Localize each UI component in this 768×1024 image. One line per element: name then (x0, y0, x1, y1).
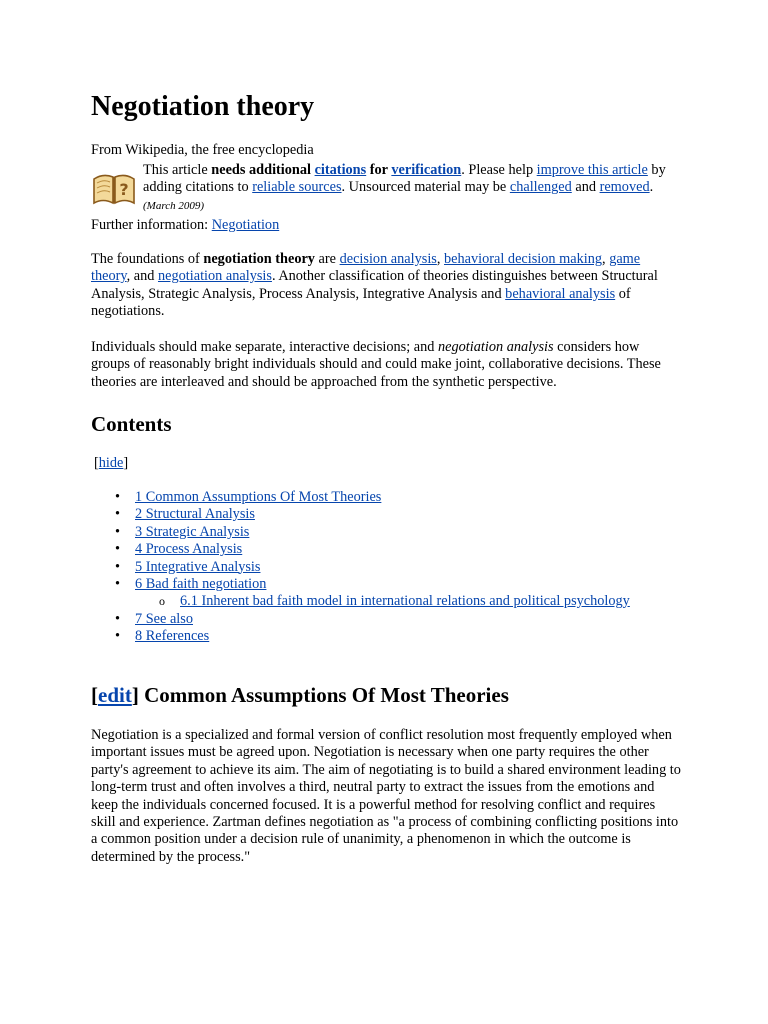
toc-item (91, 628, 630, 645)
svg-text:?: ? (119, 180, 129, 199)
toc-link-4[interactable]: 4 Process Analysis (135, 541, 243, 558)
verification-link[interactable]: verification (391, 162, 462, 178)
toc-link-6[interactable]: 6 Bad faith negotiation (135, 575, 267, 592)
negotiation-analysis-link[interactable]: negotiation analysis (157, 268, 272, 285)
bracket: ] (131, 683, 145, 707)
text: The foundations of (91, 251, 204, 267)
toc-item (91, 524, 630, 541)
notice-text: by adding citations to (143, 162, 666, 196)
notice-emphasis: for (366, 162, 392, 178)
text: considers how groups of reasonably bright individuals should and could make joint, collaborative decisions. These theories are interleaved and should be approached from the synthetic perspective. (91, 339, 661, 390)
toc-link-8[interactable]: 8 References (135, 628, 210, 645)
bullet-icon: • (115, 506, 121, 523)
game-theory-link[interactable]: game theory (91, 251, 641, 285)
challenged-link[interactable]: challenged (509, 179, 572, 196)
toc-item (91, 506, 630, 523)
bracket: [ (91, 683, 98, 707)
notice-text: . Unsourced material may be (341, 179, 510, 196)
further-label: Further information: (91, 217, 212, 233)
tagline: From Wikipedia, the free encyclopedia (91, 142, 314, 158)
table-of-contents (91, 489, 630, 646)
text: , and (126, 268, 158, 285)
notice-text: and (571, 179, 600, 196)
bullet-icon: • (115, 541, 121, 558)
toc-item (91, 611, 630, 628)
toc-item (91, 489, 630, 506)
notice-text: . (649, 179, 654, 196)
bold-term: negotiation theory (203, 251, 315, 267)
reliable-sources-link[interactable]: reliable sources (252, 179, 342, 196)
second-paragraph (91, 339, 681, 391)
notice-text: This article (143, 162, 212, 178)
text: , (436, 251, 445, 267)
toc-toggle (94, 455, 128, 472)
bracket: [ (94, 455, 99, 471)
negotiation-link[interactable]: Negotiation (211, 217, 280, 233)
bullet-icon: • (115, 610, 121, 627)
bullet-icon: • (115, 523, 121, 540)
notice-text: . Please help (461, 162, 537, 178)
text: Individuals should make separate, interactive decisions; and (91, 339, 438, 355)
improve-article-link[interactable]: improve this article (536, 162, 648, 178)
italic-term: negotiation analysis (438, 339, 554, 355)
bracket: ] (123, 455, 129, 471)
text: . Another classification of theories distinguishes between Structural Analysis, Strategic Analysis, Process Analysis, Integrative Analysis and (91, 268, 658, 302)
further-information (91, 217, 279, 234)
toc-subitem (91, 593, 630, 610)
bullet-icon: • (115, 558, 121, 575)
toc-item (91, 576, 630, 593)
section-paragraph: Negotiation is a specialized and formal version of conflict resolution most frequently employed when important issues must be agreed upon. Negotiation is necessary when one party requires the other party's agreement to achieve its aim. The aim of negotiating is to build a shared environment leading to long-term trust and often involves a third, neutral party to extract the issues from the emotions and keep the individuals concerned focused. It is a powerful method for resolving conflict and requires skill and experience. Zartman defines negotiation as "a process of combining conflicting positions into a common position under a decision rule of unanimity, a phenomenon in which the outcome is determined by the process." (91, 727, 681, 865)
toc-link-6-1[interactable]: 6.1 Inherent bad faith model in international relations and political psychology (180, 593, 630, 610)
notice-emphasis: needs additional (211, 162, 315, 178)
text: , (602, 251, 610, 267)
toc-link-2[interactable]: 2 Structural Analysis (135, 506, 255, 523)
text: are (314, 251, 340, 267)
toc-link-1[interactable]: 1 Common Assumptions Of Most Theories (135, 489, 382, 505)
behavioral-decision-making-link[interactable]: behavioral decision making (444, 251, 603, 267)
section-title: Common Assumptions Of Most Theories (144, 683, 509, 707)
sub-bullet-icon: o (159, 594, 165, 609)
hide-link[interactable]: hide (98, 455, 124, 471)
contents-heading: Contents (91, 412, 172, 436)
toc-link-5[interactable]: 5 Integrative Analysis (135, 558, 261, 575)
toc-link-7[interactable]: 7 See also (135, 610, 193, 627)
book-icon (91, 167, 137, 207)
section-heading (91, 682, 509, 708)
notice-date: (March 2009) (143, 199, 204, 212)
bullet-icon: • (115, 628, 121, 645)
page-title: Negotiation theory (91, 91, 315, 122)
intro-paragraph (91, 251, 681, 321)
toc-item (91, 559, 630, 576)
text: of negotiations. (91, 285, 631, 320)
edit-link[interactable]: edit (98, 683, 132, 707)
behavioral-analysis-link[interactable]: behavioral analysis (505, 285, 616, 302)
toc-item (91, 541, 630, 558)
removed-link[interactable]: removed (599, 179, 650, 196)
toc-link-3[interactable]: 3 Strategic Analysis (135, 523, 250, 540)
bullet-icon: • (115, 575, 121, 592)
bullet-icon: • (115, 489, 121, 505)
citations-link[interactable]: citations (314, 162, 367, 178)
decision-analysis-link[interactable]: decision analysis (339, 251, 437, 267)
